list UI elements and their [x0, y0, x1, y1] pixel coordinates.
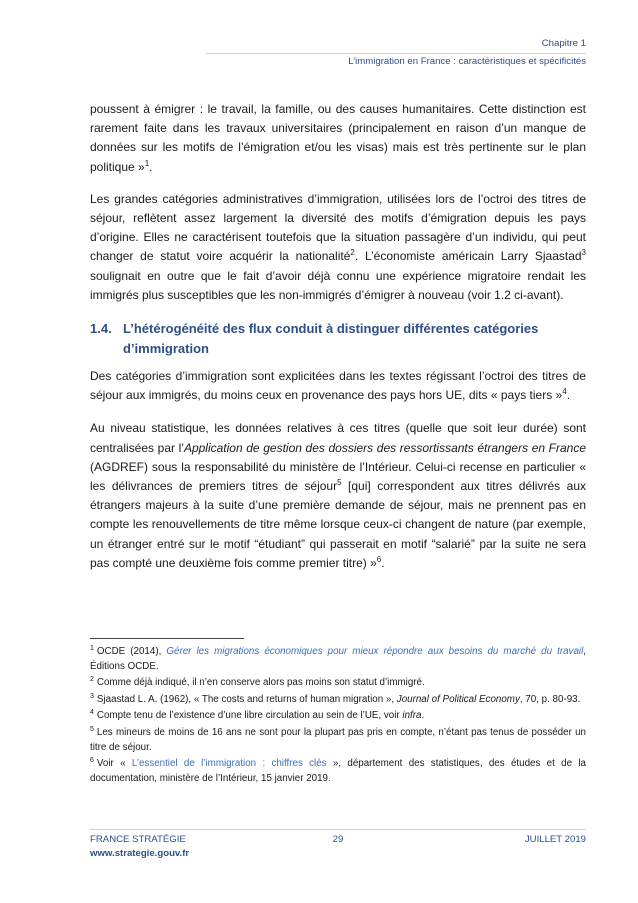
- running-header: [206, 37, 586, 69]
- footnotes: [90, 638, 586, 788]
- chapter-subtitle: L’immigration en France : caractéristiques et spécificités: [348, 56, 586, 67]
- footnote-6: $^6$ Voir « L’essentiel de l’immigration : chiffres clés », département des statistiques, des études et de la documentation, ministère de l’Intérieur, 15 janvier 2019.: [90, 757, 586, 784]
- footer-rule: [90, 829, 586, 830]
- paragraph-2: Les grandes catégories administratives d’immigration, utilisées lors de l’octroi des titres de séjour, reflètent assez largement la diversité des motifs d’émigration depuis les pays d’origine. Elles ne caractérisent toutefois que la situation passagère d’un individu, qui peut changer de statut voire acquérir la nationalité$^2$. L’économiste américain Larry Sjaastad$^3$ soulignait en outre que le fait d’avoir déjà connu une expérience migratoire rendait les immigrés plus susceptibles que les non-immigrés d’émigrer à nouveau (voir 1.2 ci-avant).: [90, 191, 586, 302]
- paragraph-4: Au niveau statistique, les données relatives à ces titres (quelle que soit leur durée) sont centralisées par l’Application de gestion des dossiers des ressortissants étrangers en France (AGDREF) sous la responsabilité du ministère de l’Intérieur. Celui-ci recense en particulier « les délivrances de premiers titres de séjour$^5$ [qui] correspondent aux titres délivrés aux étrangers majeurs à la suite d’une première demande de séjour, mais ne prennent pas en compte les renouvellements de titre même lorsque ceux-ci changent de nature (par exemple, un étranger entré sur le motif “étudiant” qui passerait en motif “salarié” par la suite ne sera pas compté une deuxième fois comme premier titre) »$^6$.: [90, 421, 587, 570]
- footer-organization: FRANCE STRATÉGIE: [90, 834, 186, 845]
- paragraph-1: poussent à émigrer : le travail, la famille, ou des causes humanitaires. Cette distinction est rarement faite dans les travaux universitaires (principalement en raison d’un manque de données sur les motifs de l’émigration et/ou les visas) mais est très pertinente sur le plan politique »$^1$.: [90, 102, 586, 174]
- footnote-ref-5[interactable]: 5: [337, 478, 342, 488]
- paragraph-3: Des catégories d’immigration sont explicitées dans les textes régissant l’octroi des titres de séjour aux immigrés, du moins ceux en provenance des pays hors UE, dits « pays tiers »$^4$.: [90, 369, 586, 403]
- footnote-3: $^3$ Sjaastad L. A. (1962), « The costs and returns of human migration », Journal of Political Economy, 70, p. 80-93.: [90, 692, 581, 705]
- section-title: L’hétérogénéité des flux conduit à distinguer différentes catégories d’immigration: [123, 321, 539, 357]
- section-heading: [90, 319, 586, 359]
- page-number: 29: [332, 834, 344, 845]
- footer-date: JUILLET 2019: [524, 834, 586, 845]
- section-number: 1.4.: [90, 321, 112, 337]
- header-rule: [206, 53, 586, 54]
- agdref-title: Application de gestion des dossiers des ressortissants étrangers en France: [183, 440, 587, 455]
- website-link[interactable]: www.strategie.gouv.fr: [90, 848, 190, 859]
- footnote-1: $^1$ OCDE (2014), Gérer les migrations économiques pour mieux répondre aux besoins du marché du travail, Éditions OCDE.: [90, 645, 586, 672]
- footnote-ref-1[interactable]: 1: [144, 158, 150, 168]
- main-text: [90, 100, 586, 587]
- footnote-2: $^2$ Comme déjà indiqué, il n’en conserve alors pas moins son statut d’immigré.: [90, 676, 425, 689]
- footnote-ref-4[interactable]: 4: [562, 387, 567, 397]
- chapter-label: Chapitre 1: [541, 38, 586, 49]
- footnote-divider: [90, 638, 244, 639]
- footnote-ref-6[interactable]: 6: [376, 554, 382, 564]
- footnote-4: $^4$ Compte tenu de l’existence d’une libre circulation au sein de l’UE, voir infra.: [90, 709, 425, 722]
- footnote-5: $^5$ Les mineurs de moins de 16 ans ne sont pour la plupart pas pris en compte, n’étant pas tenus de posséder un titre de séjour.: [90, 725, 586, 753]
- footnote-ref-3[interactable]: 3: [581, 248, 586, 258]
- footnote-ref-2[interactable]: 2: [350, 248, 355, 258]
- immigration-figures-link[interactable]: L’essentiel de l’immigration : chiffres clés: [131, 758, 327, 770]
- oecd-report-link[interactable]: Gérer les migrations économiques pour mieux répondre aux besoins du marché du travail: [166, 646, 584, 657]
